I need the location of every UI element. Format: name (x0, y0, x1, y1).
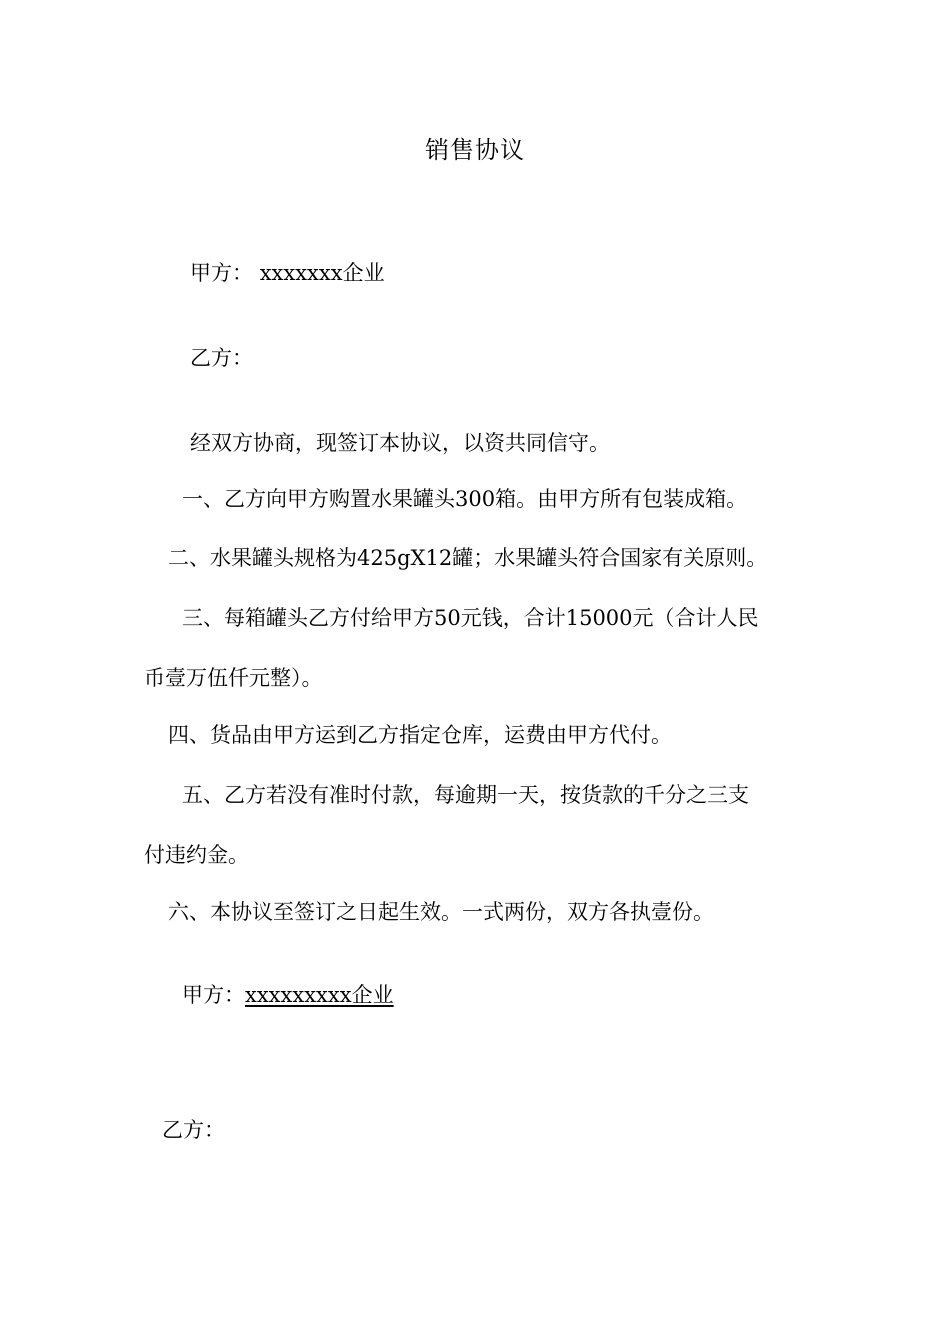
intro-paragraph: 经双方协商，现签订本协议，以资共同信守。 (190, 431, 610, 455)
signature-party-a-name: xxxxxxxxx企业 (245, 983, 394, 1007)
party-a-name: xxxxxxx企业 (259, 261, 385, 285)
signature-party-b: 乙方： (162, 1118, 225, 1142)
signature-party-a (182, 981, 394, 1009)
clause-5-line-1: 五、乙方若没有准时付款，每逾期一天，按货款的千分之三支 (182, 783, 749, 807)
clause-4: 四、货品由甲方运到乙方指定仓库，运费由甲方代付。 (168, 723, 672, 747)
clause-1: 一、乙方向甲方购置水果罐头300箱。由甲方所有包装成箱。 (182, 487, 748, 511)
clause-2: 二、水果罐头规格为425gX12罐；水果罐头符合国家有关原则。 (168, 546, 768, 570)
document-title: 销售协议 (425, 136, 525, 164)
clause-3-line-1: 三、每箱罐头乙方付给甲方50元钱，合计15000元（合计人民 (182, 606, 759, 630)
party-a-label: 甲方： (190, 261, 253, 285)
clause-5-line-2: 付违约金。 (144, 843, 249, 867)
party-a-header (190, 259, 385, 287)
party-b-header: 乙方： (190, 346, 253, 370)
clause-3-line-2: 币壹万伍仟元整）。 (144, 666, 323, 690)
clause-6: 六、本协议至签订之日起生效。一式两份，双方各执壹份。 (168, 900, 714, 924)
signature-party-a-label: 甲方： (182, 983, 245, 1007)
